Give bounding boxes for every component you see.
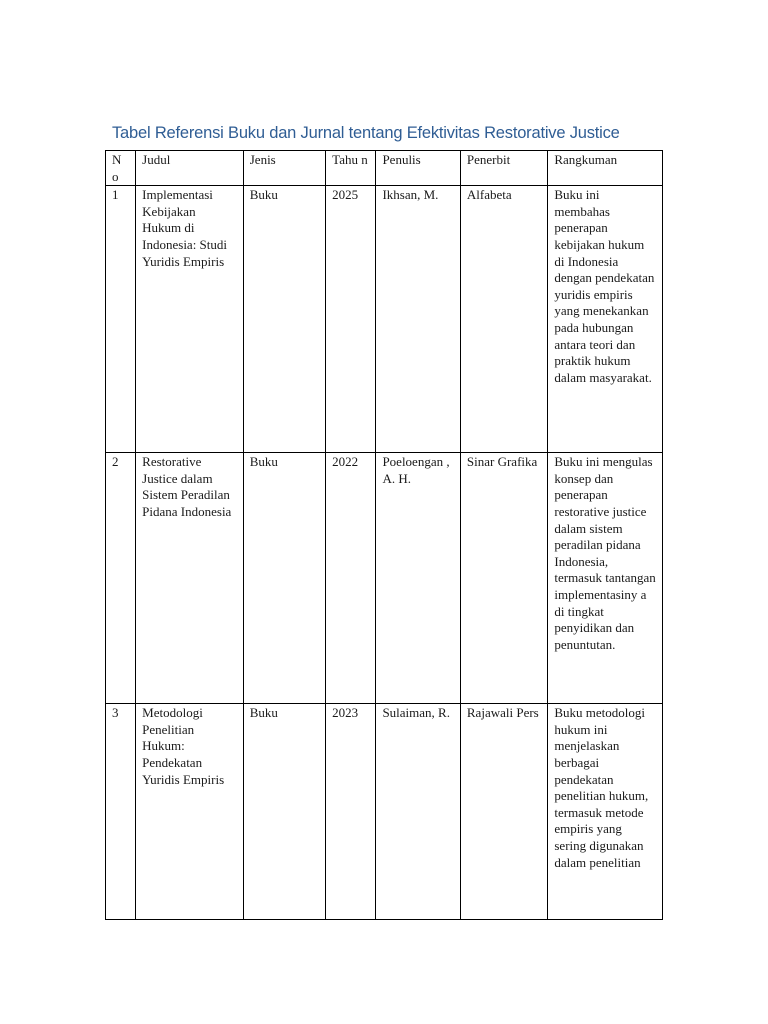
cell-rangkuman: Buku ini membahas penerapan kebijakan hukum di Indonesia dengan pendekatan yuridis empiris yang menekankan pada hubungan antara teori dan praktik hukum dalam masyarakat. bbox=[548, 186, 663, 453]
header-jenis: Jenis bbox=[243, 151, 325, 186]
table-row bbox=[106, 704, 663, 920]
cell-rangkuman: Buku ini mengulas konsep dan penerapan restorative justice dalam sistem peradilan pidana Indonesia, termasuk tantangan implementasiny a di tingkat penyidikan dan penuntutan. bbox=[548, 453, 663, 704]
header-no: N o bbox=[106, 151, 136, 186]
cell-penerbit: Rajawali Pers bbox=[460, 704, 547, 920]
cell-jenis: Buku bbox=[243, 453, 325, 704]
cell-penerbit: Alfabeta bbox=[460, 186, 547, 453]
cell-tahun: 2023 bbox=[326, 704, 376, 920]
cell-tahun: 2025 bbox=[326, 186, 376, 453]
cell-tahun: 2022 bbox=[326, 453, 376, 704]
cell-penerbit: Sinar Grafika bbox=[460, 453, 547, 704]
table-row bbox=[106, 453, 663, 704]
cell-judul: Restorative Justice dalam Sistem Peradilan Pidana Indonesia bbox=[136, 453, 244, 704]
cell-no: 1 bbox=[106, 186, 136, 453]
cell-judul: Implementasi Kebijakan Hukum di Indonesia: Studi Yuridis Empiris bbox=[136, 186, 244, 453]
cell-no: 2 bbox=[106, 453, 136, 704]
cell-penulis: Ikhsan, M. bbox=[376, 186, 460, 453]
cell-penulis: Poeloengan , A. H. bbox=[376, 453, 460, 704]
cell-jenis: Buku bbox=[243, 704, 325, 920]
page-title: Tabel Referensi Buku dan Jurnal tentang Efektivitas Restorative Justice bbox=[112, 124, 620, 142]
cell-rangkuman: Buku metodologi hukum ini menjelaskan berbagai pendekatan penelitian hukum, termasuk metode empiris yang sering digunakan dalam penelitian bbox=[548, 704, 663, 920]
header-penerbit: Penerbit bbox=[460, 151, 547, 186]
table-header-row bbox=[106, 151, 663, 186]
reference-table bbox=[105, 150, 663, 920]
table-row bbox=[106, 186, 663, 453]
cell-no: 3 bbox=[106, 704, 136, 920]
cell-jenis: Buku bbox=[243, 186, 325, 453]
header-penulis: Penulis bbox=[376, 151, 460, 186]
header-tahun: Tahu n bbox=[326, 151, 376, 186]
cell-judul: Metodologi Penelitian Hukum: Pendekatan Yuridis Empiris bbox=[136, 704, 244, 920]
header-rangkuman: Rangkuman bbox=[548, 151, 663, 186]
header-judul: Judul bbox=[136, 151, 244, 186]
cell-penulis: Sulaiman, R. bbox=[376, 704, 460, 920]
